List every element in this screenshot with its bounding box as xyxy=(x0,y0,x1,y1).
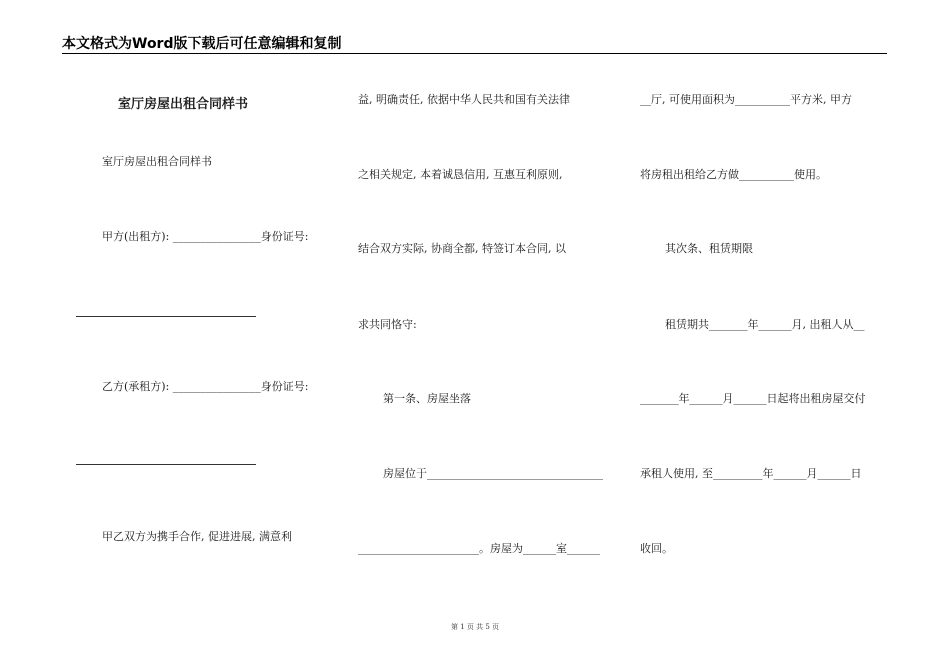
col3-line-7: 收回。 xyxy=(640,542,673,555)
page-header-title: 本文格式为Word版下载后可任意编辑和复制 xyxy=(62,36,342,52)
col1-line-4: 甲乙双方为携手合作, 促进进展, 满意利 xyxy=(102,530,292,543)
header-divider xyxy=(62,53,887,54)
col2-line-1: 益, 明确责任, 依据中华人民共和国有关法律 xyxy=(358,93,570,106)
col3-line-4: 租赁期共_______年______月, 出租人从__ xyxy=(665,318,865,331)
col2-line-4: 求共同恪守: xyxy=(358,318,417,331)
col3-line-3: 其次条、租赁期限 xyxy=(665,242,753,255)
col1-blank-line-2 xyxy=(76,464,256,465)
col3-line-1: __厅, 可使用面积为__________平方米, 甲方 xyxy=(640,93,852,106)
col2-line-5: 第一条、房屋坐落 xyxy=(383,392,471,405)
col1-line-3: 乙方(承租方): ________________身份证号: xyxy=(102,380,309,393)
col2-line-2: 之相关规定, 本着诚恳信用, 互惠互利原则, xyxy=(358,168,563,181)
col2-line-3: 结合双方实际, 协商全都, 特签订本合同, 以 xyxy=(358,242,566,255)
col1-line-1: 室厅房屋出租合同样书 xyxy=(102,155,212,168)
page-footer: 第 1 页 共 5 页 xyxy=(450,623,500,631)
col1-line-2: 甲方(出租方): ________________身份证号: xyxy=(102,230,309,243)
col2-line-7: ______________________。房屋为______室______ xyxy=(358,542,600,555)
document-title: 室厅房屋出租合同样书 xyxy=(118,97,249,112)
col3-line-6: 承租人使用, 至_________年______月______日 xyxy=(640,467,862,480)
col3-line-2: 将房租出租给乙方做__________使用。 xyxy=(640,168,827,181)
col2-line-6: 房屋位于________________________________ xyxy=(383,467,603,480)
col3-line-5: _______年______月______日起将出租房屋交付 xyxy=(640,392,866,405)
col1-blank-line-1 xyxy=(76,316,256,317)
